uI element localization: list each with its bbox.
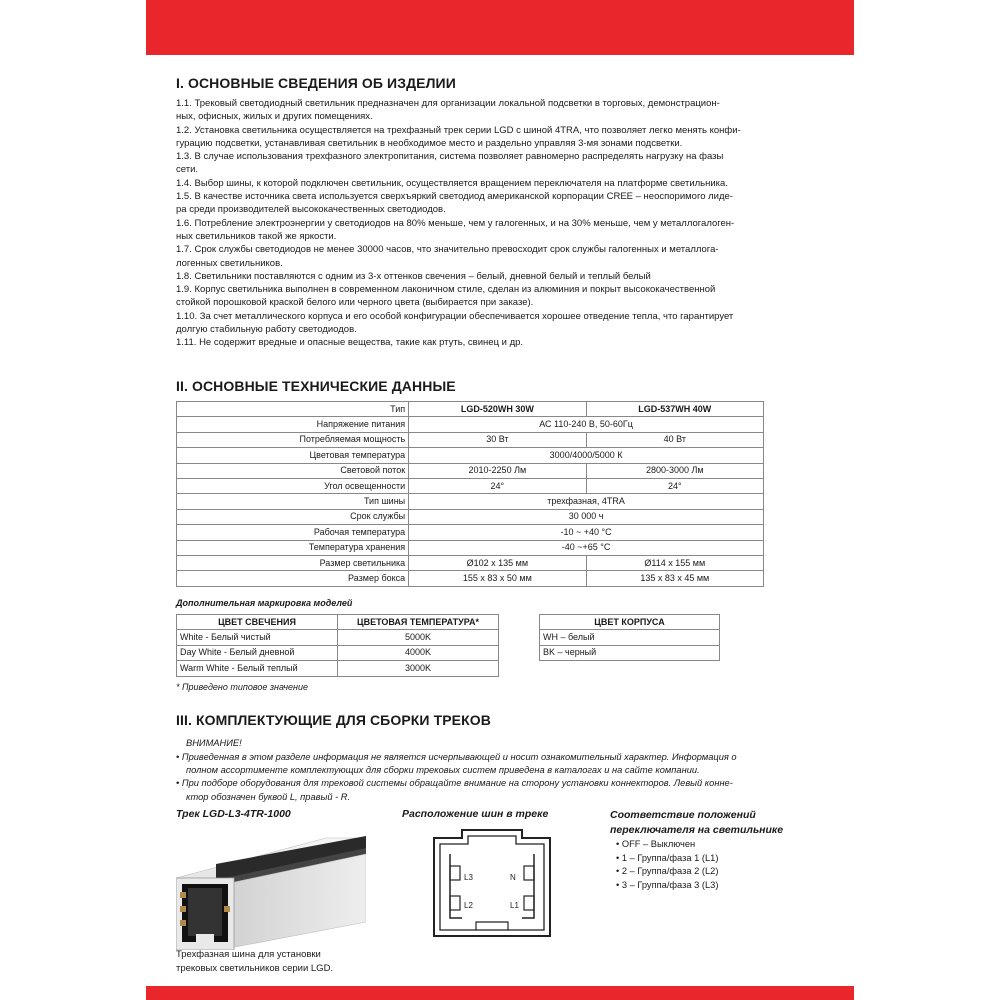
switch-item-text: OFF – Выключен bbox=[621, 839, 696, 849]
bus-label-n: N bbox=[510, 873, 516, 882]
paragraph-line: сети. bbox=[176, 164, 199, 176]
paragraph-line: 1.6. Потребление электроэнергии у светодиодов на 80% меньше, чем у галогенных, и на 30% меньше, чем у металлогалоген- bbox=[176, 217, 735, 229]
spec-value: 30 000 ч bbox=[409, 509, 764, 524]
track-caption-line: Трехфазная шина для установки bbox=[176, 949, 321, 960]
glow-name: White - Белый чистый bbox=[177, 630, 338, 645]
spec-label: Срок службы bbox=[177, 509, 409, 524]
spec-label: Тип шины bbox=[177, 494, 409, 509]
warning-text: При подборе оборудования для трековой системы обращайте внимание на сторону установки коннекторов. Левый конне- bbox=[181, 778, 733, 789]
body-header-row bbox=[540, 615, 720, 630]
spec-value: -40 ~+65 °С bbox=[409, 540, 764, 555]
bullet-mark: • bbox=[616, 879, 622, 890]
warning-bullets bbox=[176, 751, 836, 804]
glow-color-table bbox=[176, 614, 499, 677]
paragraph-line: ных светильников такой же яркости. bbox=[176, 230, 337, 242]
glow-temp: 4000K bbox=[338, 645, 499, 660]
footnote: * Приведено типовое значение bbox=[176, 682, 309, 692]
spec-value-col2: 40 Вт bbox=[586, 432, 763, 447]
body-color-table bbox=[539, 614, 720, 661]
paragraph-line: 1.4. Выбор шины, к которой подключен светильник, осуществляется вращением переключателя на платформе светильника. bbox=[176, 177, 728, 189]
bus-label-l2: L2 bbox=[464, 901, 473, 910]
switch-item bbox=[616, 865, 718, 879]
spec-label: Напряжение питания bbox=[177, 417, 409, 432]
section1-paragraphs bbox=[176, 97, 836, 350]
spec-label: Угол освещенности bbox=[177, 478, 409, 493]
paragraph-line: гурацию подсветки, устанавливая светильник в необходимое место и раздельно управляя 3-мя зонами подсветки. bbox=[176, 137, 683, 149]
switch-item bbox=[616, 852, 718, 866]
spec-value: -10 ~ +40 °С bbox=[409, 525, 764, 540]
bus-label-l3: L3 bbox=[464, 873, 473, 882]
glow-row bbox=[177, 645, 499, 660]
spec-value-col2: 24° bbox=[586, 478, 763, 493]
specs-row bbox=[177, 509, 764, 524]
specs-row bbox=[177, 417, 764, 432]
specs-row bbox=[177, 540, 764, 555]
bus-label-l1: L1 bbox=[510, 901, 519, 910]
bullet-mark: • bbox=[616, 852, 622, 863]
warning-line bbox=[176, 764, 836, 777]
paragraph-line: 1.10. За счет металлического корпуса и его особой конфигурации обеспечивается хорошее отведение тепла, что гарантирует bbox=[176, 310, 734, 322]
section2-title: II. ОСНОВНЫЕ ТЕХНИЧЕСКИЕ ДАННЫЕ bbox=[176, 378, 456, 394]
switch-item-text: 3 – Группа/фаза 3 (L3) bbox=[621, 879, 719, 890]
spec-value: 3000/4000/5000 К bbox=[409, 448, 764, 463]
bus-diagram bbox=[428, 828, 558, 940]
paragraph-line: стойкой порошковой краской белого или черного цвета (выбирается при заказе). bbox=[176, 297, 534, 309]
glow-header-temp: ЦВЕТОВАЯ ТЕМПЕРАТУРА* bbox=[338, 615, 499, 630]
specs-row bbox=[177, 571, 764, 586]
spec-label: Световой поток bbox=[177, 463, 409, 478]
spec-label: Температура хранения bbox=[177, 540, 409, 555]
specs-table bbox=[176, 401, 764, 587]
warning-text: Приведенная в этом разделе информация не является исчерпывающей и носит ознакомительный характер. Информация о bbox=[181, 752, 737, 762]
spec-value: АС 110-240 В, 50-60Гц bbox=[409, 417, 764, 432]
spec-label: Размер бокса bbox=[177, 571, 409, 586]
specs-header-col2: LGD-537WH 40W bbox=[586, 402, 763, 417]
glow-temp: 5000K bbox=[338, 630, 499, 645]
paragraph-line: ных, офисных, жилых и других помещениях. bbox=[176, 111, 373, 123]
paragraph-line: 1.3. В случае использования трехфазного электропитания, система позволяет равномерно распределять нагрузку на фазы bbox=[176, 151, 724, 163]
paragraph-line: 1.7. Срок службы светодиодов не менее 30000 часов, что значительно превосходит срок службы галогенных и металлога- bbox=[176, 244, 719, 256]
warning-line bbox=[176, 791, 836, 804]
paragraph-line: 1.11. Не содержит вредные и опасные вещества, такие как ртуть, свинец и др. bbox=[176, 337, 524, 349]
specs-row bbox=[177, 525, 764, 540]
track-title: Трек LGD-L3-4TR-1000 bbox=[176, 808, 291, 820]
paragraph-line: 1.2. Установка светильника осуществляется на трехфазный трек серии LGD с шиной 4TRA, что позволяет легко менять конфи- bbox=[176, 124, 741, 136]
spec-value: трехфазная, 4TRA bbox=[409, 494, 764, 509]
specs-header-col1: LGD-520WH 30W bbox=[409, 402, 586, 417]
specs-row bbox=[177, 555, 764, 570]
footer-red-band bbox=[146, 986, 854, 1000]
header-red-band bbox=[146, 0, 854, 55]
bullet-mark: • bbox=[176, 778, 182, 789]
spec-value-col1: 30 Вт bbox=[409, 432, 586, 447]
switch-list bbox=[616, 838, 718, 892]
spec-label: Размер светильника bbox=[177, 555, 409, 570]
specs-row bbox=[177, 494, 764, 509]
glow-row bbox=[177, 630, 499, 645]
bullet-mark: • bbox=[616, 866, 622, 876]
specs-row bbox=[177, 448, 764, 463]
paragraph-line: ра среди производителей высококачественных светодиодов. bbox=[176, 204, 446, 216]
paragraph-line: 1.9. Корпус светильника выполнен в современном лаконичном стиле, сделан из алюминия и покрыт высококачественной bbox=[176, 284, 716, 296]
paragraph-line: логенных светильников. bbox=[176, 257, 283, 269]
paragraph-line: долгую стабильную работу светодиодов. bbox=[176, 324, 357, 336]
track-caption bbox=[176, 948, 333, 975]
specs-header-row bbox=[177, 402, 764, 417]
warning-text: полном ассортименте комплектующих для сборки трековых систем приведена в каталогах и на сайте компании. bbox=[186, 765, 700, 776]
spec-label: Рабочая температура bbox=[177, 525, 409, 540]
section1-title: I. ОСНОВНЫЕ СВЕДЕНИЯ ОБ ИЗДЕЛИИ bbox=[176, 75, 456, 91]
switch-item bbox=[616, 879, 718, 893]
glow-name: Warm White - Белый теплый bbox=[177, 661, 338, 676]
specs-row bbox=[177, 432, 764, 447]
specs-row bbox=[177, 463, 764, 478]
body-header: ЦВЕТ КОРПУСА bbox=[540, 615, 720, 630]
switch-title-line: переключателя на светильнике bbox=[610, 824, 784, 836]
switch-item-text: 1 – Группа/фаза 1 (L1) bbox=[621, 852, 719, 863]
spec-value-col1: Ø102 x 135 мм bbox=[409, 555, 586, 570]
glow-header-name: ЦВЕТ СВЕЧЕНИЯ bbox=[177, 615, 338, 630]
spec-value-col1: 24° bbox=[409, 478, 586, 493]
spec-value-col1: 155 x 83 x 50 мм bbox=[409, 571, 586, 586]
body-color: WH – белый bbox=[540, 630, 720, 645]
marking-caption: Дополнительная маркировка моделей bbox=[176, 598, 353, 608]
body-row bbox=[540, 645, 720, 660]
track-caption-line: трековых светильников серии LGD. bbox=[176, 962, 334, 974]
glow-header-row bbox=[177, 615, 499, 630]
glow-row bbox=[177, 661, 499, 676]
paragraph-line: 1.8. Светильники поставляются с одним из 3-х оттенков свечения – белый, дневной белый и теплый белый bbox=[176, 270, 651, 282]
body-color: BK – черный bbox=[540, 645, 720, 660]
specs-row bbox=[177, 478, 764, 493]
switch-item-text: 2 – Группа/фаза 2 (L2) bbox=[621, 866, 719, 876]
switch-title bbox=[610, 808, 783, 838]
spec-value-col2: 135 x 83 x 45 мм bbox=[586, 571, 763, 586]
spec-label: Потребляемая мощность bbox=[177, 432, 409, 447]
switch-item bbox=[616, 838, 718, 852]
track-image bbox=[176, 830, 366, 950]
bullet-mark: • bbox=[616, 839, 622, 849]
paragraph-line: 1.5. В качестве источника света используется сверхъяркий светодиод американской корпорации CREE – неоспоримого лиде- bbox=[176, 191, 733, 203]
glow-temp: 3000K bbox=[338, 661, 499, 676]
body-row bbox=[540, 630, 720, 645]
switch-title-line: Соответствие положений bbox=[610, 809, 756, 821]
specs-header-label: Тип bbox=[177, 402, 409, 417]
paragraph-line: 1.1. Трековый светодиодный светильник предназначен для организации локальной подсветки в торговых, демонстрацион- bbox=[176, 98, 720, 109]
section3-title: III. КОМПЛЕКТУЮЩИЕ ДЛЯ СБОРКИ ТРЕКОВ bbox=[176, 712, 491, 728]
attention-label: ВНИМАНИЕ! bbox=[186, 738, 242, 748]
spec-value-col1: 2010-2250 Лм bbox=[409, 463, 586, 478]
spec-label: Цветовая температура bbox=[177, 448, 409, 463]
spec-value-col2: 2800-3000 Лм bbox=[586, 463, 763, 478]
bullet-mark: • bbox=[176, 752, 182, 762]
spec-value-col2: Ø114 x 155 мм bbox=[586, 555, 763, 570]
warning-line bbox=[176, 777, 836, 790]
warning-line bbox=[176, 751, 836, 764]
bus-title: Расположение шин в треке bbox=[402, 808, 549, 820]
glow-name: Day White - Белый дневной bbox=[177, 645, 338, 660]
warning-text: ктор обозначен буквой L, правый - R. bbox=[186, 791, 351, 802]
